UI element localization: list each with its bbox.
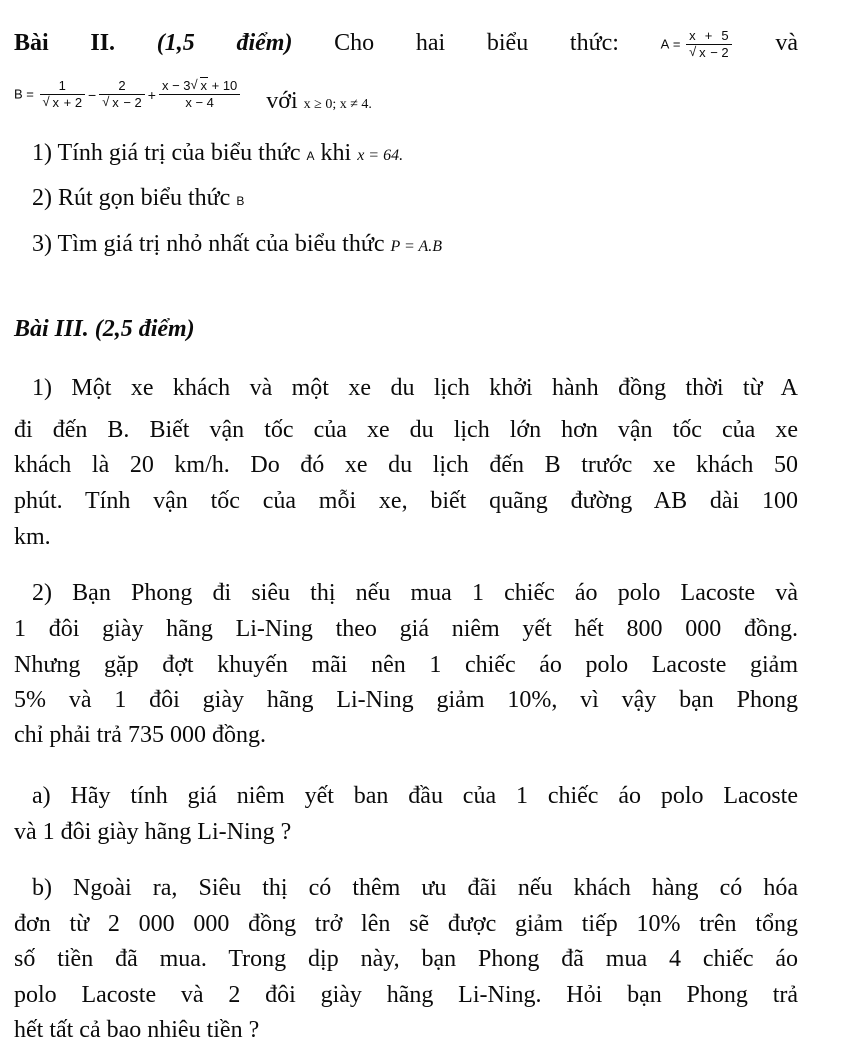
bai3-p2-line-4: 5% và 1 đôi giày hãng Li-Ning giảm 10%, vì vậy bạn Phong (14, 687, 798, 713)
bai3-p2-line-3: Nhưng gặp đợt khuyến mãi nên 1 chiếc áo polo Lacoste giảm (14, 652, 798, 678)
bai3-p1-line-1: 1) Một xe khách và một xe du lịch khởi hành đồng thời từ A (32, 375, 798, 401)
bai2-conj: và (775, 30, 799, 57)
bai3-pb-line-5: hết tất cả bao nhiêu tiền ? (14, 1017, 260, 1043)
expr-b-label: B (14, 86, 23, 102)
condition-word: với (266, 88, 298, 115)
condition: x ≥ 0; x ≠ 4. (303, 97, 372, 113)
bai3-title: Bài III. (2,5 điểm) (14, 316, 195, 342)
bai3-p1-line-5: km. (14, 524, 51, 550)
expression-b-line: B = 1 √ x + 2 − 2 √ x − 2 + $\frac{x - 3√ x + 10}{x - 4}$ với $_{x \ge 0; x \ne 4.}$ (14, 78, 800, 120)
bai3-p1-line-2: đi đến B. Biết vận tốc của xe du lịch lớn hơn vận tốc của xe (14, 417, 798, 443)
bai3-pa-line-2: và 1 đôi giày hãng Li-Ning ? (14, 819, 292, 845)
bai2-question-2: 2) Rút gọn biểu thức B (32, 185, 245, 211)
bai3-pa-line-1: a) Hãy tính giá niêm yết ban đầu của 1 chiếc áo polo Lacoste (32, 783, 798, 809)
expr-b-term3: $\frac{x - 3√ x + 10}{x - 4}$ (159, 78, 240, 111)
bai2-title: Bài II. (14, 30, 116, 57)
bai3-p2-line-2: 1 đôi giày hãng Li-Ning theo giá niêm yết hết 800 000 đồng. (14, 616, 798, 642)
expr-b-term2: 2 √ x − 2 (99, 78, 145, 111)
bai2-question-1: 1) Tính giá trị của biểu thức A khi x = 64. (32, 140, 404, 166)
expr-a-label: A (660, 36, 670, 52)
expr-a-den-rest: − 2 (706, 45, 729, 60)
bai3-pb-line-4: polo Lacoste và 2 đôi giày hãng Li-Ning. Hỏi bạn Phong trả (14, 982, 798, 1008)
bai3-p1-line-4: phút. Tính vận tốc của mỗi xe, biết quãng đường AB dài 100 (14, 488, 798, 514)
bai3-pb-line-2: đơn từ 2 000 000 đồng trở lên sẽ được giảm tiếp 10% trên tổng (14, 911, 798, 937)
bai2-points: (1,5 điểm) (156, 30, 293, 57)
expr-b-term1: 1 √ x + 2 (40, 78, 86, 111)
bai2-question-3: 3) Tìm giá trị nhỏ nhất của biểu thức P = A.B (32, 231, 443, 257)
bai3-pb-line-3: số tiền đã mua. Trong dịp này, bạn Phong đã mua 4 chiếc áo (14, 946, 798, 972)
bai3-p2-line-5: chỉ phải trả 735 000 đồng. (14, 722, 266, 748)
bai3-pb-line-1: b) Ngoài ra, Siêu thị có thêm ưu đãi nếu khách hàng có hóa (32, 875, 798, 901)
expr-a-fraction (686, 28, 732, 61)
expression-a: A = x + 5 √ x − 2 (661, 28, 734, 61)
expr-a-numerator: x + 5 (686, 28, 732, 45)
bai3-p1-line-3: khách là 20 km/h. Do đó xe du lịch đến B trước xe khách 50 (14, 452, 798, 478)
bai2-intro: Cho hai biểu thức: (334, 30, 619, 57)
expr-a-radicand: x (699, 45, 706, 60)
bai2-header-line (14, 28, 798, 61)
bai3-p2-line-1: 2) Bạn Phong đi siêu thị nếu mua 1 chiếc áo polo Lacoste và (32, 580, 798, 606)
